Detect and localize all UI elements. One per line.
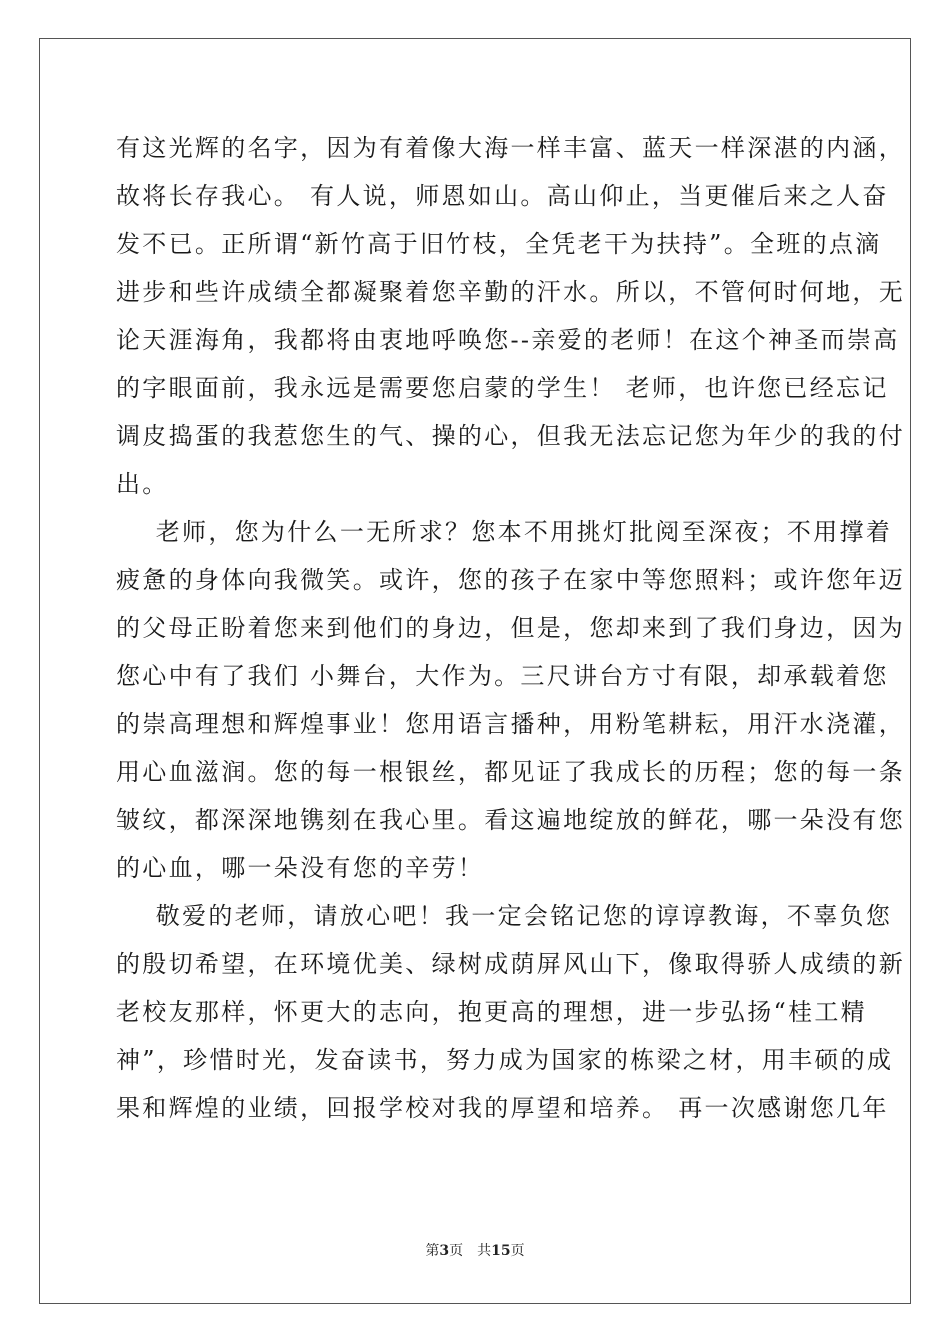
text-line: 进步和些许成绩全都凝聚着您辛勤的汗水。所以，不管何时何地，无 [116, 278, 905, 306]
document-body [116, 124, 905, 1132]
page-number [425, 1240, 463, 1260]
text-line: 皱纹，都深深地镌刻在我心里。看这遍地绽放的鲜花，哪一朵没有您 [116, 806, 905, 834]
text-line: 疲惫的身体向我微笑。或许，您的孩子在家中等您照料；或许您年迈 [116, 566, 905, 594]
total-prefix: 共 [477, 1243, 492, 1259]
text-line: 出。 [116, 470, 169, 498]
total-suffix: 页 [510, 1243, 525, 1259]
text-line: 调皮捣蛋的我惹您生的气、操的心，但我无法忘记您为年少的我的付 [116, 422, 905, 450]
text-line: 老师，您为什么一无所求？您本不用挑灯批阅至深夜；不用撑着 [116, 518, 893, 546]
text-line: 有这光辉的名字，因为有着像大海一样丰富、蓝天一样深湛的内涵， [116, 134, 905, 162]
page-suffix: 页 [449, 1243, 464, 1259]
text-line: 的崇高理想和辉煌事业！您用语言播种，用粉笔耕耘，用汗水浇灌， [116, 710, 905, 738]
total-pages: 15 [491, 1243, 511, 1259]
page-footer [0, 1240, 950, 1260]
text-line: 论天涯海角，我都将由衷地呼唤您--亲爱的老师！在这个神圣而崇高 [116, 326, 900, 354]
text-line: 用心血滋润。您的每一根银丝，都见证了我成长的历程；您的每一条 [116, 758, 905, 786]
text-line: 敬爱的老师，请放心吧！我一定会铭记您的谆谆教诲，不辜负您 [116, 902, 893, 930]
text-line: 您心中有了我们 小舞台，大作为。三尺讲台方寸有限，却承载着您 [116, 662, 889, 690]
page-prefix: 第 [425, 1243, 440, 1259]
text-line: 的父母正盼着您来到他们的身边，但是，您却来到了我们身边，因为 [116, 614, 905, 642]
current-page: 3 [439, 1243, 450, 1259]
text-line: 果和辉煌的业绩，回报学校对我的厚望和培养。 再一次感谢您几年 [116, 1094, 889, 1122]
text-line: 的心血，哪一朵没有您的辛劳！ [116, 854, 485, 882]
text-line: 发不已。正所谓“新竹高于旧竹枝，全凭老干为扶持”。全班的点滴 [116, 230, 882, 258]
text-line: 故将长存我心。 有人说，师恩如山。高山仰止，当更催后来之人奋 [116, 182, 889, 210]
text-line: 老校友那样，怀更大的志向，抱更高的理想，进一步弘扬“桂工精 [116, 998, 867, 1026]
page-total [477, 1240, 524, 1260]
text-line: 神”，珍惜时光，发奋读书，努力成为国家的栋梁之材，用丰硕的成 [116, 1046, 894, 1074]
text-line: 的字眼面前，我永远是需要您启蒙的学生！ 老师，也许您已经忘记 [116, 374, 889, 402]
text-line: 的殷切希望，在环境优美、绿树成荫屏风山下，像取得骄人成绩的新 [116, 950, 905, 978]
